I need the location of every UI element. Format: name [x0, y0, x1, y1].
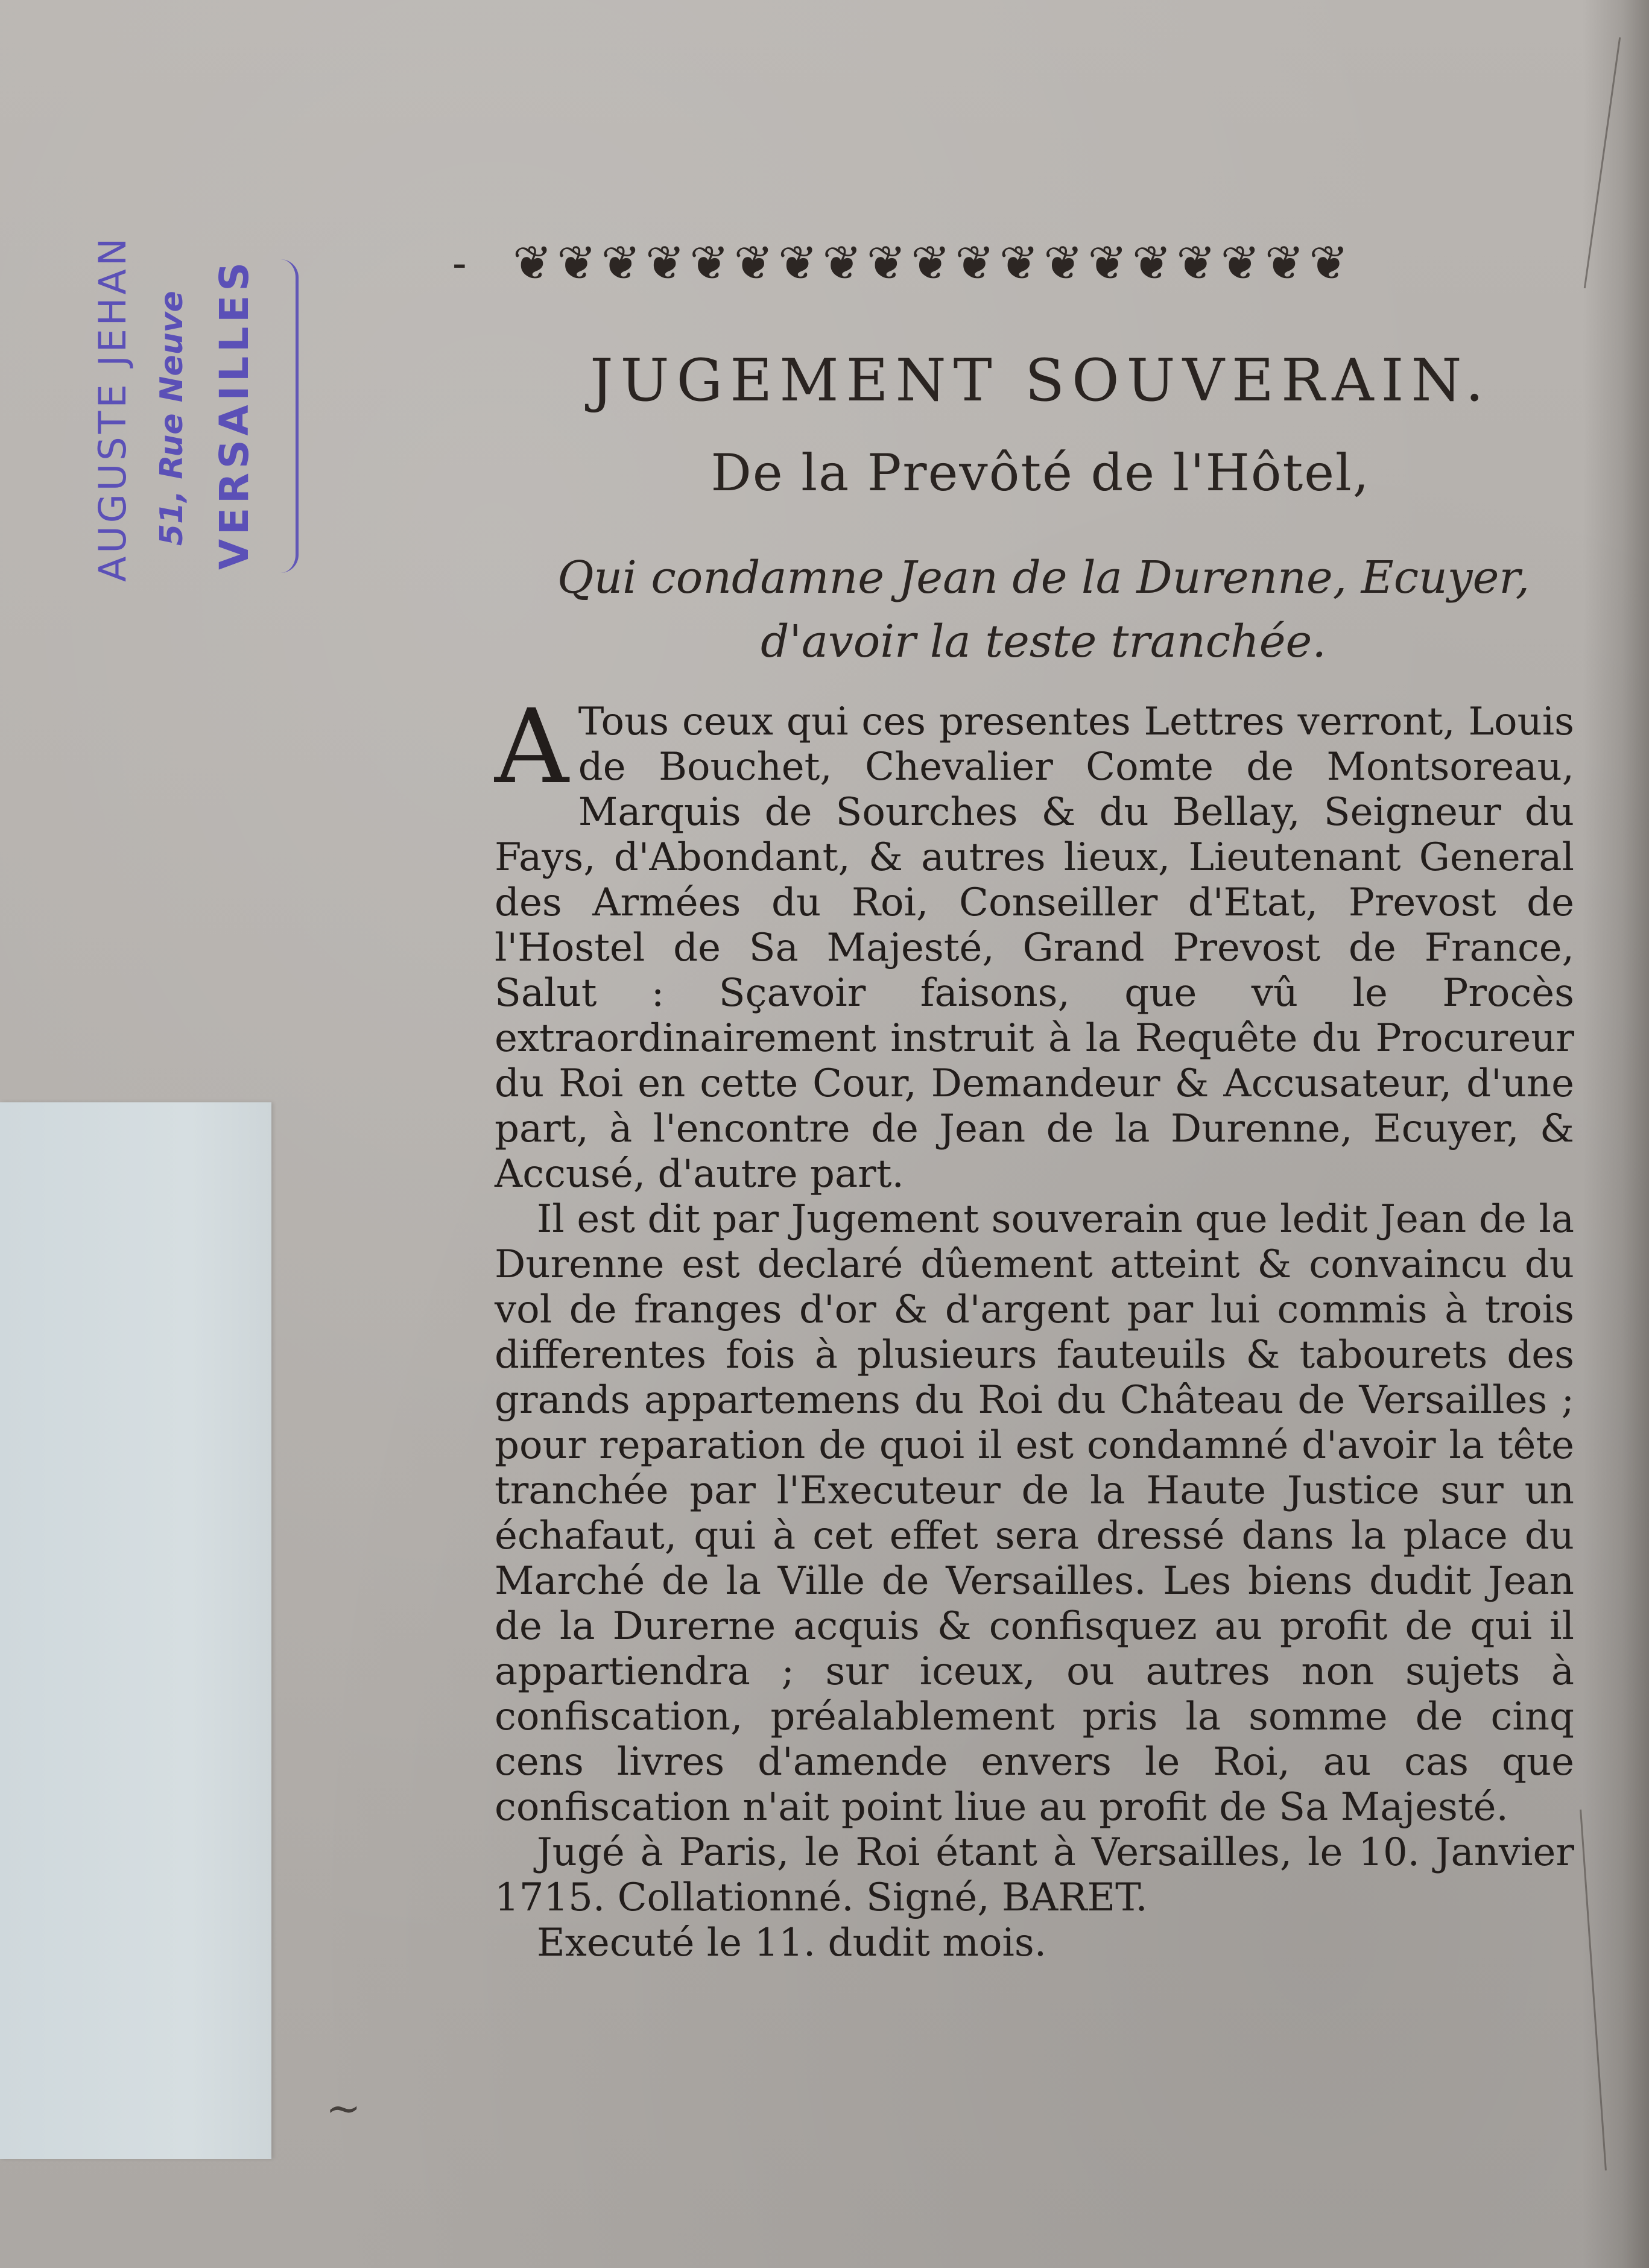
- paper-edge-shadow: [1583, 0, 1649, 2268]
- paper-slip: [0, 1102, 271, 2159]
- ornament-dash: -: [452, 238, 467, 288]
- paragraph-dated: Jugé à Paris, le Roi étant à Versailles, le 10. Janvier 1715. Collationné. Signé, BARET.: [495, 1830, 1574, 1920]
- paragraph-executed: Executé le 11. dudit mois.: [537, 1921, 1047, 1965]
- document-subtitle: De la Prevôté de l'Hôtel,: [711, 443, 1370, 502]
- paragraph-preamble: [495, 687, 1574, 1197]
- stamp-address: 51, Rue Neuve: [154, 291, 190, 546]
- drop-cap: A: [495, 687, 569, 807]
- document-title: JUGEMENT SOUVERAIN.: [590, 347, 1491, 414]
- ornament-band: ❦❦❦❦❦❦❦❦❦❦❦❦❦❦❦❦❦❦❦: [513, 236, 1353, 291]
- document-body: [495, 687, 1574, 1966]
- stamp-name: AUGUSTE JEHAN: [90, 235, 135, 582]
- paragraph-preamble-text: Tous ceux qui ces presentes Lettres verront, Louis de Bouchet, Chevalier Comte de Montsoreau, Marquis de Sourches & du Bellay, Seigneur du Fays, d'Abondant, & autres lieux, Lieutenant General des Armées du Roi, Conseiller d'Etat, Prevost de l'Hostel de Sa Majesté, Grand Prevost de France, Salut : Sçavoir faisons, que vû le Procès extraordinairement instruit à la Requête du Procureur du Roi en cette Cour, Demandeur & Accusateur, d'une part, à l'encontre de Jean de la Durenne, Ecuyer, & Accusé, d'autre part.: [495, 700, 1574, 1196]
- document-summary: Qui condamne Jean de la Durenne, Ecuyer, d'avoir la teste tranchée.: [557, 552, 1530, 668]
- stamp-bracket: [259, 259, 299, 573]
- stamp-city: VERSAILLES: [211, 258, 258, 570]
- pen-mark: ~: [326, 2083, 361, 2133]
- paragraph-judgement: Il est dit par Jugement souverain que ledit Jean de la Durenne est declaré dûement atteint & convaincu du vol de franges d'or & d'argent par lui commis à trois differentes fois à plusieurs fauteuils & tabourets des grands appartemens du Roi du Château de Versailles ; pour reparation de quoi il est condamné d'avoir la tête tranchée par l'Executeur de la Haute Justice sur un échafaut, qui à cet effet sera dressé dans la place du Marché de la Ville de Versailles. Les biens dudit Jean de la Durerne acquis & confisquez au profit de qui il appartiendra ; sur iceux, ou autres non sujets à confiscation, préalablement pris la somme de cinq cens livres d'amende envers le Roi, au cas que confiscation n'ait point liue au profit de Sa Majesté.: [495, 1197, 1574, 1830]
